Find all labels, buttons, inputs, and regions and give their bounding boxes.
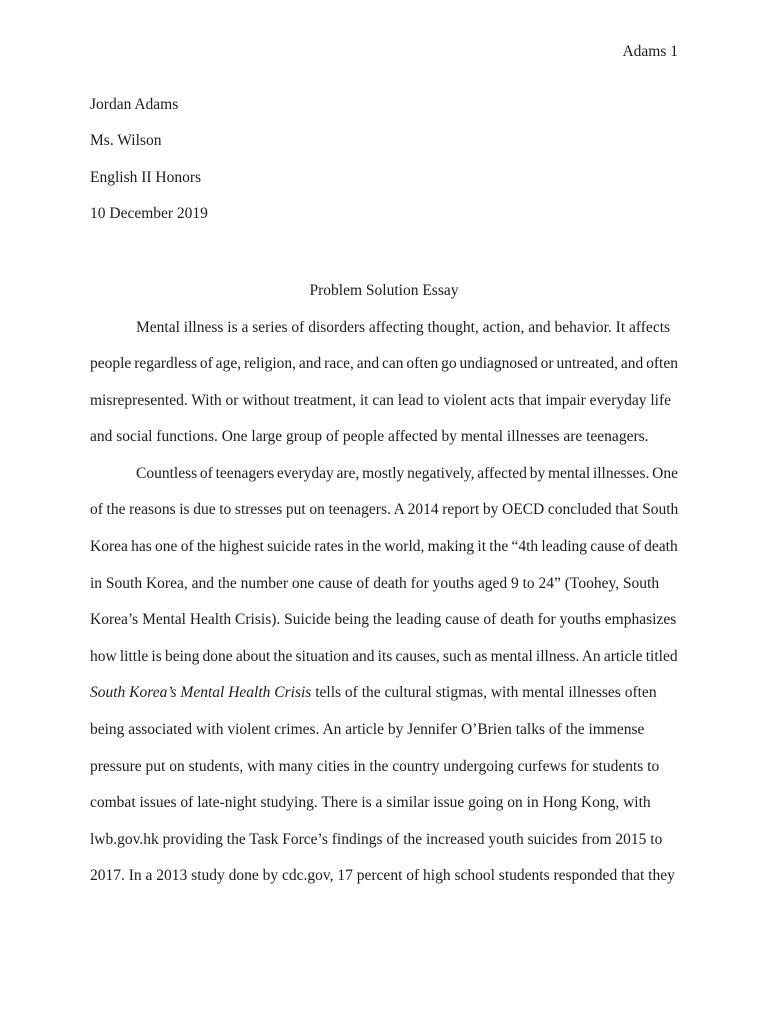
paragraph-line: in South Korea, and the number one cause of death for youths aged 9 to 24” (Toohey, South (90, 575, 660, 592)
paragraph-line: being associated with violent crimes. An article by Jennifer O’Brien talks of the immense (90, 721, 645, 738)
running-head: Adams 1 (622, 43, 678, 60)
paragraph-line: Mental illness is a series of disorders affecting thought, action, and behavior. It affects (136, 319, 671, 336)
paragraph-line-text: tells of the cultural stigmas, with mental illnesses often (311, 684, 657, 701)
course-name: English II Honors (90, 169, 202, 186)
paragraph-line: of the reasons is due to stresses put on teenagers. A 2014 report by OECD concluded that South (90, 501, 679, 518)
paragraph-line: lwb.gov.hk providing the Task Force’s findings of the increased youth suicides from 2015 to (90, 831, 663, 848)
paragraph-line: combat issues of late-night studying. There is a similar issue going on in Hong Kong, with (90, 794, 651, 811)
paragraph-line: Korea’s Mental Health Crisis). Suicide being the leading cause of death for youths emphasizes (90, 611, 677, 628)
paragraph-line: pressure put on students, with many cities in the country undergoing curfews for students to (90, 758, 660, 775)
essay-title: Problem Solution Essay (309, 282, 459, 299)
paragraph-line: Countless of teenagers everyday are, mostly negatively, affected by mental illnesses. One (136, 465, 678, 482)
paragraph-line: 2017. In a 2013 study done by cdc.gov, 17 percent of high school students responded that they (90, 867, 675, 884)
paragraph-line (90, 683, 657, 703)
paragraph-line: people regardless of age, religion, and race, and can often go undiagnosed or untreated, and often (90, 355, 678, 372)
teacher-name: Ms. Wilson (90, 132, 162, 149)
paragraph-line: Korea has one of the highest suicide rates in the world, making it the “4th leading cause of death (90, 538, 678, 555)
essay-date: 10 December 2019 (90, 205, 208, 222)
paragraph-line: how little is being done about the situation and its causes, such as mental illness. An article titled (90, 648, 678, 665)
paragraph-line: and social functions. One large group of people affected by mental illnesses are teenagers. (90, 428, 649, 445)
article-title-italic: South Korea’s Mental Health Crisis (90, 684, 312, 701)
author-name: Jordan Adams (90, 96, 179, 113)
paragraph-line: misrepresented. With or without treatment, it can lead to violent acts that impair everyday life (90, 392, 672, 409)
